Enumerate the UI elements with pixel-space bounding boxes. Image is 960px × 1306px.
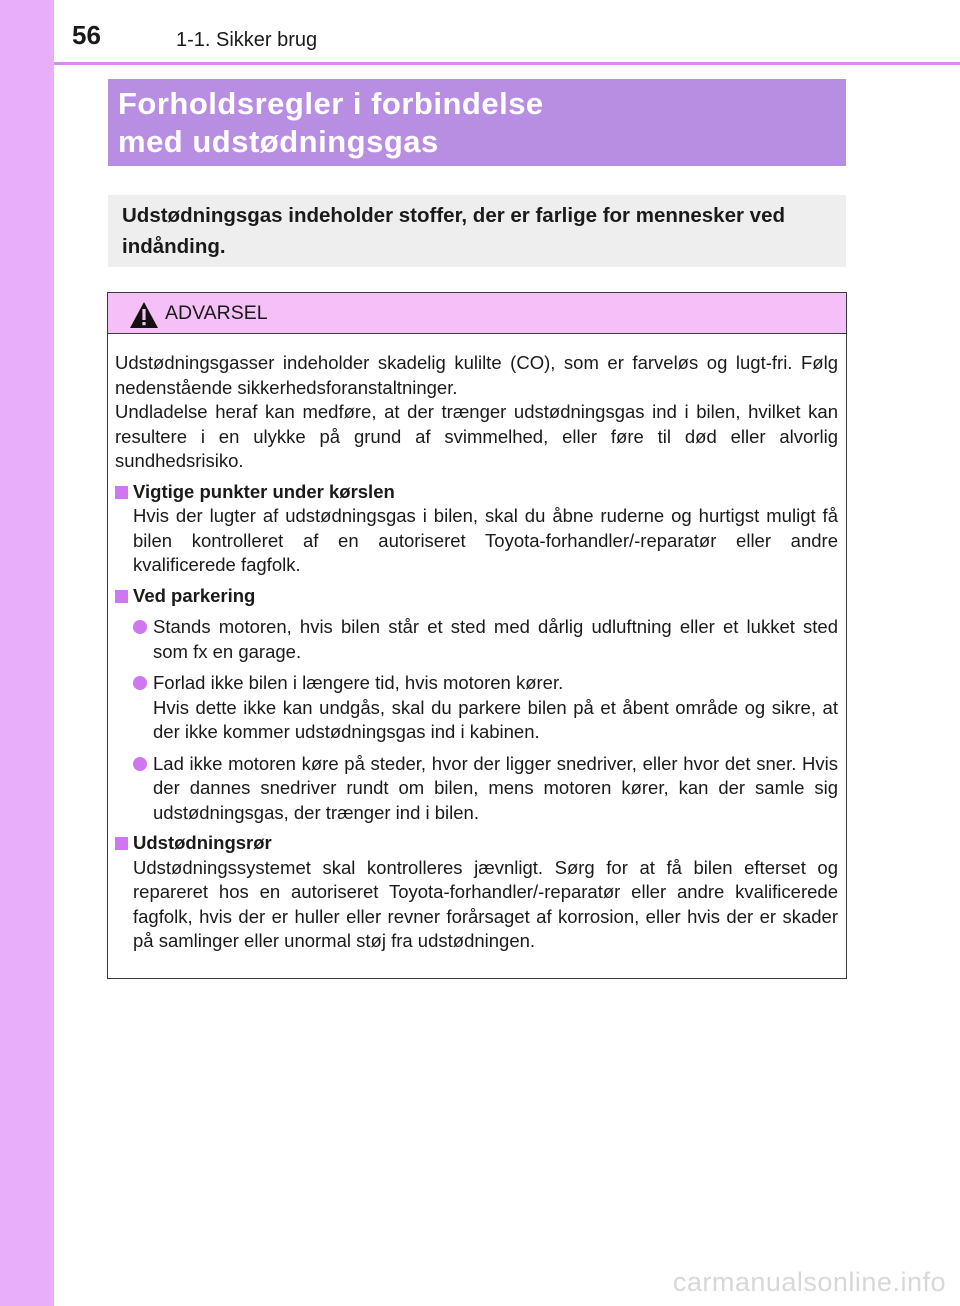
warning-box	[107, 292, 847, 979]
intro-box	[108, 195, 846, 267]
page-title-line-1: Forholdsregler i forbindelse	[118, 86, 544, 121]
square-bullet-icon	[115, 486, 128, 499]
side-tab-strip	[0, 0, 54, 1306]
page-title	[118, 85, 544, 161]
list-item-text: Stands motoren, hvis bilen står et sted med dårlig udluftning eller et lukket sted som fx en garage.	[153, 616, 838, 662]
list-item	[133, 671, 838, 745]
subsection-title: Udstødningsrør	[133, 832, 272, 853]
warning-header	[108, 293, 846, 334]
round-bullet-icon	[133, 620, 147, 634]
intro-text: Udstødningsgas indeholder stoffer, der er farlige for mennesker ved indånding.	[122, 204, 785, 258]
subsection-heading	[115, 831, 838, 856]
list-item-text	[153, 671, 838, 745]
page-number: 56	[72, 20, 101, 50]
list-item-text-line: Hvis dette ikke kan undgås, skal du parkere bilen på et åbent område og sikre, at der ikke kommer udstødningsgas ind i kabinen.	[153, 696, 838, 742]
list-item-text-line: Forlad ikke bilen i længere tid, hvis motoren kører.	[153, 672, 564, 693]
subsection-title: Ved parkering	[133, 584, 256, 606]
warning-label: ADVARSEL	[165, 302, 268, 324]
square-bullet-icon	[115, 590, 128, 603]
square-bullet-icon	[115, 837, 128, 850]
warning-body	[115, 351, 838, 954]
subsection-title: Vigtige punkter under kørslen	[133, 480, 395, 502]
subsection-heading	[115, 584, 838, 609]
warning-paragraph-2: Undladelse heraf kan medføre, at der trænger udstødningsgas ind i bilen, hvilket kan resultere i en ulykke på grund af svimmelhed, eller føre til død eller alvorlig sundhedsrisiko.	[115, 401, 838, 471]
warning-paragraph-1: Udstødningsgasser indeholder skadelig kulilte (CO), som er farveløs og lugt-fri. Følg nedenstående sikkerhedsforanstaltninger.	[115, 352, 838, 398]
subsection-text: Udstødningssystemet skal kontrolleres jævnligt. Sørg for at få bilen efterset og repareret hos en autoriseret Toyota-forhandler/-reparatør eller andre kvalificerede fagfolk, hvis der er huller eller revner forårsaget af korrosion, eller hvis der er skader på samlinger eller unormal støj fra udstødningen.	[133, 856, 838, 951]
list-item	[133, 615, 838, 664]
header-divider	[54, 62, 960, 65]
round-bullet-icon	[133, 757, 147, 771]
subsection-text: Hvis der lugter af udstødningsgas i bilen, skal du åbne ruderne og hurtigst muligt få bilen kontrolleret af en autoriseret Toyota-forhandler/-reparatør eller andre kvalificerede fagfolk.	[133, 505, 838, 575]
list-item	[133, 752, 838, 826]
title-banner	[108, 79, 846, 166]
page-title-line-2: med udstødningsgas	[118, 124, 439, 159]
section-label: 1-1. Sikker brug	[176, 29, 318, 51]
subsection-heading	[115, 480, 838, 505]
list-item-text: Lad ikke motoren køre på steder, hvor der ligger snedriver, eller hvor det sner. Hvis der dannes snedriver rundt om bilen, mens motoren kører, kan der samle sig udstødningsgas, der trænger ind i bilen.	[153, 752, 838, 823]
warning-triangle-icon	[129, 301, 159, 329]
round-bullet-icon	[133, 676, 147, 690]
watermark: carmanualsonline.info	[672, 1267, 946, 1297]
